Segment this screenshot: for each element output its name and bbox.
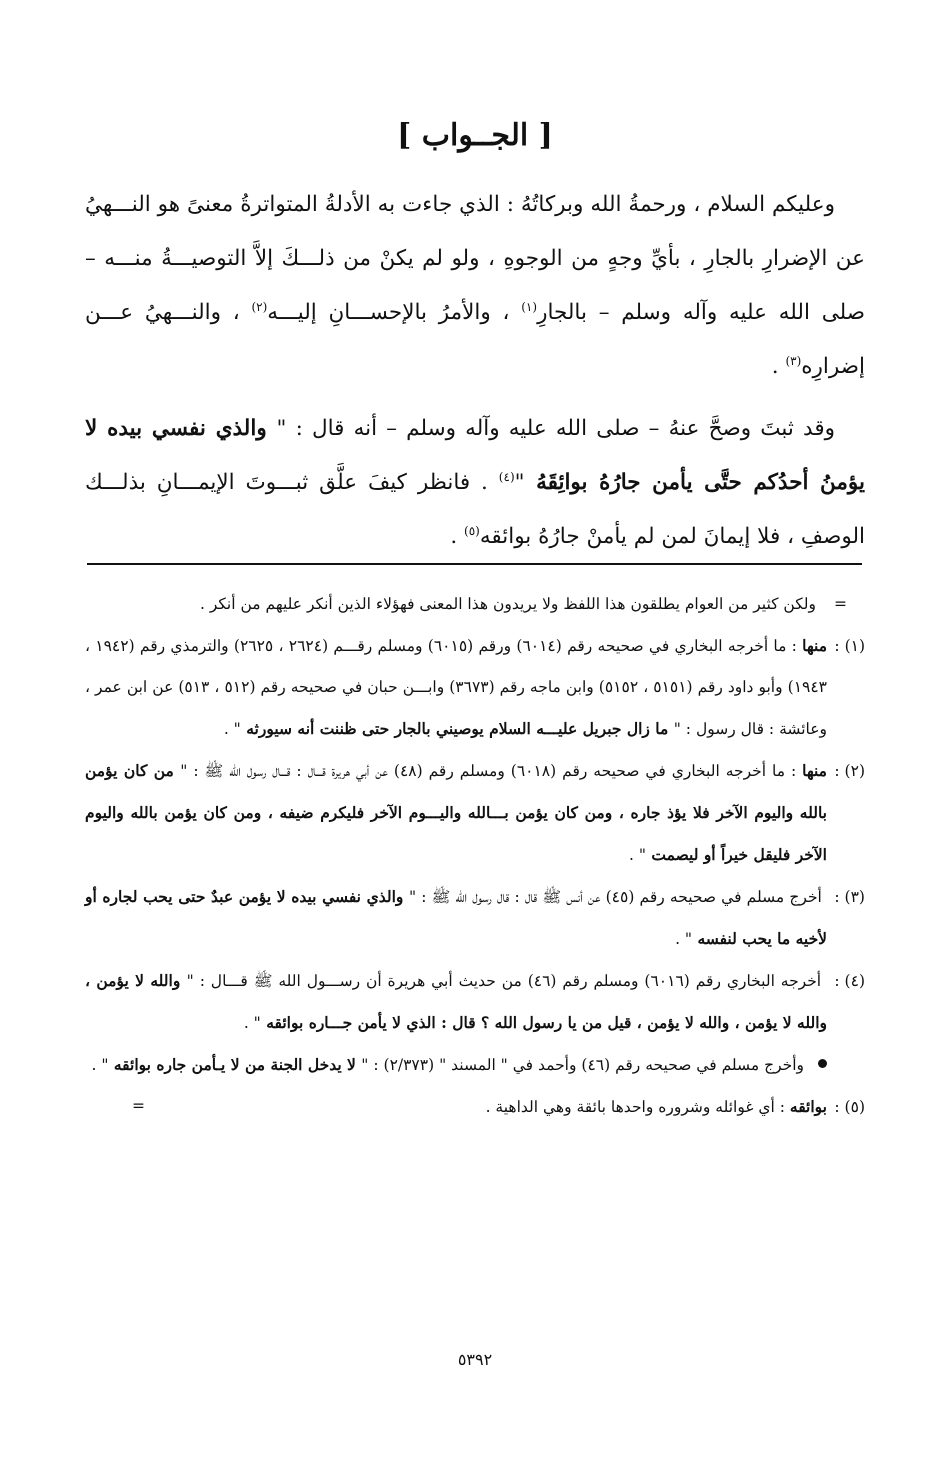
footnote-2-end: " . <box>629 846 646 864</box>
footnote-3-end: " . <box>675 930 693 948</box>
footnote-1-text: : ما أخرجه البخاري في صحيحه رقم (٦٠١٤) ورقم (٦٠١٥) ومسلم رقـــم (٢٦٢٤ ، ٢٦٢٥) والترمذي رقم (١٩٤٢ ، ١٩٤٣) وأبو داود رقم (٥١٥١ ، ٥١٥٢) وابن ماجه رقم (٣٦٧٣) وابـــن حبان في صحيحه رقم (٥١٢ ، ٥١٣) عن ابن عمر ، وعائشة : قال رسول : " <box>85 637 827 738</box>
paragraph-2-tail: . <box>450 524 465 549</box>
footnote-4-quote: والله لا يؤمن ، والله لا يؤمن ، والله لا يؤمن ، قيل من يا رسول الله ؟ قال : الذي لا يأمن جـــاره بوائقه <box>85 971 827 1032</box>
footnote-2 <box>85 750 865 876</box>
footnote-3 <box>85 876 865 960</box>
paragraph-2-start: وقد ثبتَ وصحَّ عنهُ – صلى الله عليه وآله وسلم – أنه قال : " <box>276 416 835 441</box>
page-number: ٥٣٩٢ <box>457 1350 493 1369</box>
footnote-5-number: (٥) : <box>834 1098 865 1116</box>
footnote-ref-3[interactable]: (٣) <box>785 353 802 368</box>
footnote-5-label: بوائقه <box>789 1097 827 1116</box>
continuation-text: ولكن كثير من العوام يطلقون هذا اللفظ ولا يريدون هذا المعنى فهؤلاء الذين أنكر عليهم من أنكر . <box>199 595 816 613</box>
footnote-3-number: (٣) : <box>834 888 865 906</box>
footnote-4 <box>85 960 865 1044</box>
quote-close: " <box>514 470 525 495</box>
paragraph-1-end: ، والنـــهيُ عـــن إضرارِه <box>85 300 865 379</box>
section-title: [ الجــواب ] <box>397 118 553 153</box>
footnote-2-number: (٢) : <box>834 762 865 780</box>
footnote-5: (٥) :بوائقه : أي غوائله وشروره واحدها بائقة وهي الداهية . = <box>85 1086 865 1128</box>
footnote-2-text: : ما أخرجه البخاري في صحيحه رقم (٦٠١٨) ومسلم رقم (٤٨) عن أبي هريرة قـــال : قـــال رسول الله ﷺ : " <box>180 762 803 780</box>
footnote-1-end: " . <box>223 720 241 738</box>
footnote-4-bullet <box>85 1044 865 1086</box>
footnote-4-text: أخرجه البخاري رقم (٦٠١٦) ومسلم رقم (٤٦) من حديث أبي هريرة أن رســـول الله ﷺ قـــال : " <box>186 972 827 990</box>
footnote-3-quote: والذي نفسي بيده لا يؤمن عبدٌ حتى يحب لجاره أو لأخيه ما يحب لنفسه <box>85 887 827 948</box>
footnote-3-text: أخرج مسلم في صحيحه رقم (٤٥) عن أنس ﷺ قال : قال رسول الله ﷺ : " <box>408 888 827 906</box>
footnote-ref-4[interactable]: (٤) <box>498 469 515 484</box>
paragraph-1-text: وعليكم السلام ، ورحمةُ الله وبركاتُهُ : الذي جاءت به الأدلةُ المتواترةُ معنىً هو النـــهيُ عن الإضرارِ بالجارِ ، بأيِّ وجهٍ من الوجوهِ ، ولو لم يكنْ من ذلـــكَ إلاَّ التوصيـــةُ منـــه – صلى الله عليه وآله وسلم – بالجارِ <box>85 192 865 325</box>
footnote-1 <box>85 625 865 750</box>
footnote-ref-1[interactable]: (١) <box>521 299 538 314</box>
footnote-4-end: " . <box>243 1014 261 1032</box>
continuation-mark: = <box>834 595 847 613</box>
footnote-1-quote: ما زال جبريل عليـــه السلام يوصيني بالجار حتى ظننت أنه سيورثه <box>240 719 674 738</box>
footnote-1-number: (١) : <box>834 637 866 655</box>
paragraph-2-end: . فانظر كيفَ علَّق ثبـــوتَ الإيمـــانِ بذلـــك الوصفِ ، فلا إيمانَ لمن لم يأمنْ جارُهُ بوائقه <box>85 470 865 549</box>
document-page <box>85 0 865 1478</box>
main-text <box>85 178 865 564</box>
footnote-continuation <box>85 584 865 625</box>
footnote-4-number: (٤) : <box>834 972 865 990</box>
footnote-2-quote: من كان يؤمن بالله واليوم الآخر فلا يؤذ جاره ، ومن كان يؤمن بـــالله واليـــوم الآخر فليكرم ضيفه ، ومن كان يؤمن بالله واليوم الآخر فليقل خيراً أو ليصمت <box>85 761 827 864</box>
footnote-ref-2[interactable]: (٢) <box>251 299 268 314</box>
footnote-5-text: : أي غوائله وشروره واحدها بائقة وهي الداهية . <box>485 1098 790 1116</box>
footnote-4b-text: وأخرج مسلم في صحيحه رقم (٤٦) وأحمد في " المسند " (٢/٣٧٣) : " <box>361 1056 804 1074</box>
paragraph-2 <box>85 402 865 564</box>
hadith-quote: والذي نفسي بيده لا يؤمنُ أحدُكم حتَّى يأمن جارُهُ بوائِقَهُ <box>85 416 865 495</box>
paragraph-1 <box>85 178 865 394</box>
paragraph-1-tail: . <box>771 354 786 379</box>
footnote-4b-end: " . <box>91 1056 109 1074</box>
footnote-1-label: منها <box>802 636 828 655</box>
footnotes <box>85 584 865 1128</box>
paragraph-1-mid: ، والأمرُ بالإحســـانِ إليـــه <box>267 300 522 325</box>
footnote-ref-5[interactable]: (٥) <box>464 523 480 538</box>
bullet-icon <box>818 1059 827 1068</box>
footnote-separator <box>87 563 862 565</box>
footnote-4b-body <box>91 1044 804 1086</box>
footnote-4b-quote: لا يدخل الجنة من لا يـأمن جاره بوائقه <box>108 1055 362 1074</box>
footnote-2-label: منها <box>802 761 827 780</box>
